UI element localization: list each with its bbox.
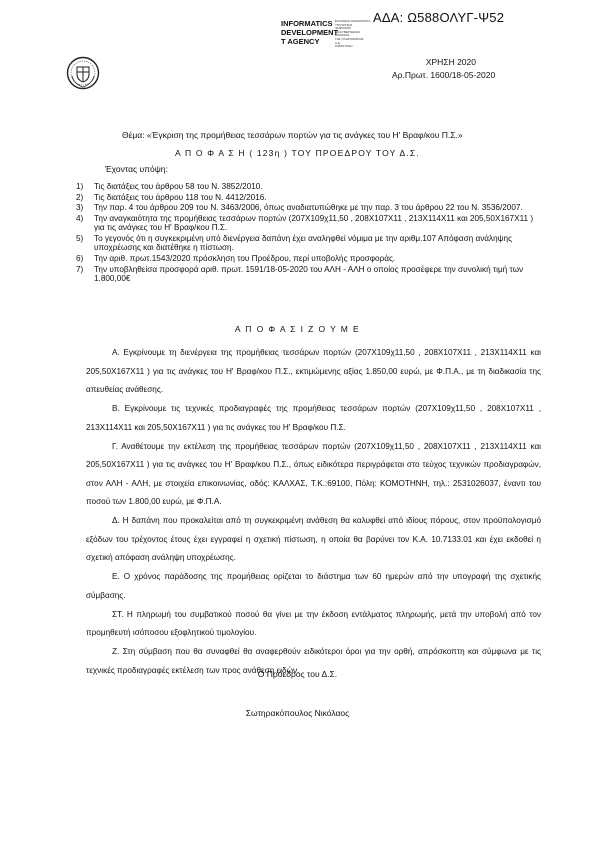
signatory-name: Σωτηρακόπουλος Νικόλαος xyxy=(245,708,350,718)
list-item-number: 1) xyxy=(76,182,84,191)
org-sub-line: ΚΟΙΝΩΝΙΑ xyxy=(335,33,350,38)
list-item-text: Τις διατάξεις του άρθρου 118 του Ν. 4412/2016. xyxy=(94,192,267,202)
list-item xyxy=(76,214,556,233)
org-line: DEVELOPMENT xyxy=(281,27,339,37)
fiscal-year: ΧΡΗΣΗ 2020 xyxy=(425,57,476,67)
org-line: INFORMATICS xyxy=(281,19,333,28)
list-item-number: 4) xyxy=(76,214,84,224)
we-decide-heading: Α Π Ο Φ Α Σ Ι Ζ Ο Υ Μ Ε xyxy=(234,324,361,334)
list-item-number: 5) xyxy=(76,234,84,244)
organization-subtext xyxy=(335,20,370,49)
list-item xyxy=(76,234,556,253)
decision-paragraph-c: Γ. Αναθέτουμε την εκτέλεση της προμήθειας τεσσάρων πορτών (207Χ109χ11,50 , 208Χ107Χ11 , 213Χ114Χ11 και 205,50Χ167Χ11 ) για τις ανάγκες του Η' Βραφ/κου Π.Σ., όπως ειδικότερα περιγράφεται στο τεύχος τεχνικών προδιαγραφών, στον ΑΛΗ - ΑΛΗ, με στοιχεία επικοινωνίας, οδός: ΚΑΛΧΑΣ, Τ.Κ.:69100, Πόλη: ΚΟΜΟΤΗΝΗ, τηλ.: 2531026037, έναντι του ποσού των 1.800,00 ευρώ, με Φ.Π.Α. xyxy=(86,441,541,506)
list-item-text: Την παρ. 4 του άρθρου 209 του Ν. 3463/2006, όπως αναδιατυπώθηκε με την παρ. 3 του άρθρου 22 του Ν. 3536/2007. xyxy=(94,203,523,213)
list-item-text: Τις διατάξεις του άρθρου 58 του Ν. 3852/2010. xyxy=(94,182,263,191)
organization-name xyxy=(281,20,338,46)
decision-paragraph-b: Β. Εγκρίνουμε τις τεχνικές προδιαγραφές της προμήθειας τεσσάρων πορτών (207Χ109χ11,50 , 208Χ107Χ11 , 213Χ114Χ11 και 205,50Χ167Χ11 ) για τις ανάγκες του Η' Βραφ/κου Π.Σ. xyxy=(86,404,541,432)
list-item-text: Την υποβληθείσα προσφορά αριθ. πρωτ. 1591/18-05-2020 του ΑΛΗ - ΑΛΗ ο οποίος προσέφερε την συνολική τιμή των 1.800,00€ xyxy=(94,264,524,284)
org-sub-line: ΕΛΛΗΝΙΚΗ ΔΗΜΟΚΡΑΤΙΑ xyxy=(335,19,371,23)
list-item-number: 3) xyxy=(76,203,84,213)
decision-paragraph-z: Ζ. Στη σύμβαση που θα συναφθεί θα αναφερθούν ειδικότεροι όροι για την ορθή, απρόσκοπτη και σύμφωνα με τις τεχνικές προδιαγραφές εκτέλεση των προς ανάθεση ειδών. xyxy=(86,647,541,675)
list-item-number: 7) xyxy=(76,264,84,274)
list-item xyxy=(76,265,556,284)
org-sub-line: Α.Ε. xyxy=(335,40,341,45)
decision-paragraph-d: Δ. Η δαπάνη που προκαλείται από τη συγκεκριμένη ανάθεση θα καλυφθεί από ιδίους πόρους, στον προϋπολογισμό εξόδων του τρέχοντος έτους έχει εγγραφεί η σχετική πίστωση, η οποία θα βαρύνει τον Κ.Α. 10.7133.01 και έχει εκδοθεί η σχετική απόφαση ανάληψη υποχρέωσης. xyxy=(86,516,541,562)
org-sub-line: ΔΙΑΚΥΒΕΡΝΗΣΗΣ xyxy=(335,29,361,34)
decision-body xyxy=(86,344,541,681)
decision-paragraph-st: ΣΤ. Η πληρωμή του συμβατικού ποσού θα γίνει με την έκδοση εντάλματος πληρωμής, μετά την υποβολή από τον προμηθευτή ισόποσου εξοφλητικού τιμολογίου. xyxy=(86,609,541,637)
protocol-number: Αρ.Πρωτ. 1600/18-05-2020 xyxy=(392,70,496,80)
list-item-text: Το γεγονός ότι η συγκεκριμένη υπό διενέργεια δαπάνη έχει αναληφθεί νόμιμα με την αριθμ.107 Απόφαση ανάληψης υποχρέωσης και διατέθηκε η πίστωση. xyxy=(94,234,513,253)
list-item-text: Την αναγκαιότητα της προμήθειας τεσσάρων πορτών (207Χ109χ11,50 , 208Χ107Χ11 , 213Χ114Χ11 και 205,50Χ167Χ11 ) για τις ανάγκες του Η' Βραφ/κου Π.Σ. xyxy=(94,214,534,233)
list-item xyxy=(76,203,556,212)
org-line: T AGENCY xyxy=(281,36,320,46)
list-item-number: 2) xyxy=(76,192,84,202)
having-in-mind-label: Έχοντας υπόψη: xyxy=(105,164,168,174)
ada-code: ΑΔΑ: Ω588ΟΛΥΓ-Ψ52 xyxy=(373,10,505,25)
list-item-number: 6) xyxy=(76,254,84,264)
org-sub-line: ΤΗΣ ΠΛΗΡΟΦΟΡΙΑΣ xyxy=(335,36,364,41)
org-sub-line: ΨΗΦΙΑΚΗΣ xyxy=(335,26,351,31)
list-item xyxy=(76,193,556,202)
signature-title: Ο Πρόεδρος του Δ.Σ. xyxy=(257,669,338,679)
greek-emblem-logo xyxy=(66,56,100,90)
list-item xyxy=(76,182,556,191)
org-sub-line: ΥΠΟΥΡΓΕΙΟ xyxy=(335,22,353,27)
org-sub-line: ΚΟΜΟΤΗΝΗ xyxy=(335,44,353,49)
decision-title: Α Π Ο Φ Α Σ Η ( 123η ) ΤΟΥ ΠΡΟΕΔΡΟΥ ΤΟΥ Δ.Σ. xyxy=(175,148,420,158)
decision-paragraph-e: Ε. Ο χρόνος παράδοσης της προμήθειας ορίζεται το διάστημα των 60 ημερών από την υπογραφή της σχετικής σύμβασης. xyxy=(86,572,541,600)
considerations-list xyxy=(76,182,556,285)
subject-line: Θέμα: «Έγκριση της προμήθειας τεσσάρων πορτών για τις ανάγκες του Η' Βραφ/κου Π.Σ.» xyxy=(122,130,463,140)
list-item xyxy=(76,254,556,263)
document-meta xyxy=(392,56,496,82)
decision-paragraph-a: Α. Εγκρίνουμε τη διενέργεια της προμήθειας τεσσάρων πορτών (207Χ109χ11,50 , 208Χ107Χ11 , 213Χ114Χ11 και 205,50Χ167Χ11 ) για τις ανάγκες του Η' Βραφ/κου Π.Σ., εκτιμώμενης αξίας 1.850,00 ευρώ, με Φ.Π.Α., με τη διαδικασία της απευθείας ανάθεσης. xyxy=(86,348,541,394)
list-item-text: Την αριθ. πρωτ.1543/2020 πρόσκληση του Προέδρου, περί υποβολής προσφοράς. xyxy=(94,254,396,264)
